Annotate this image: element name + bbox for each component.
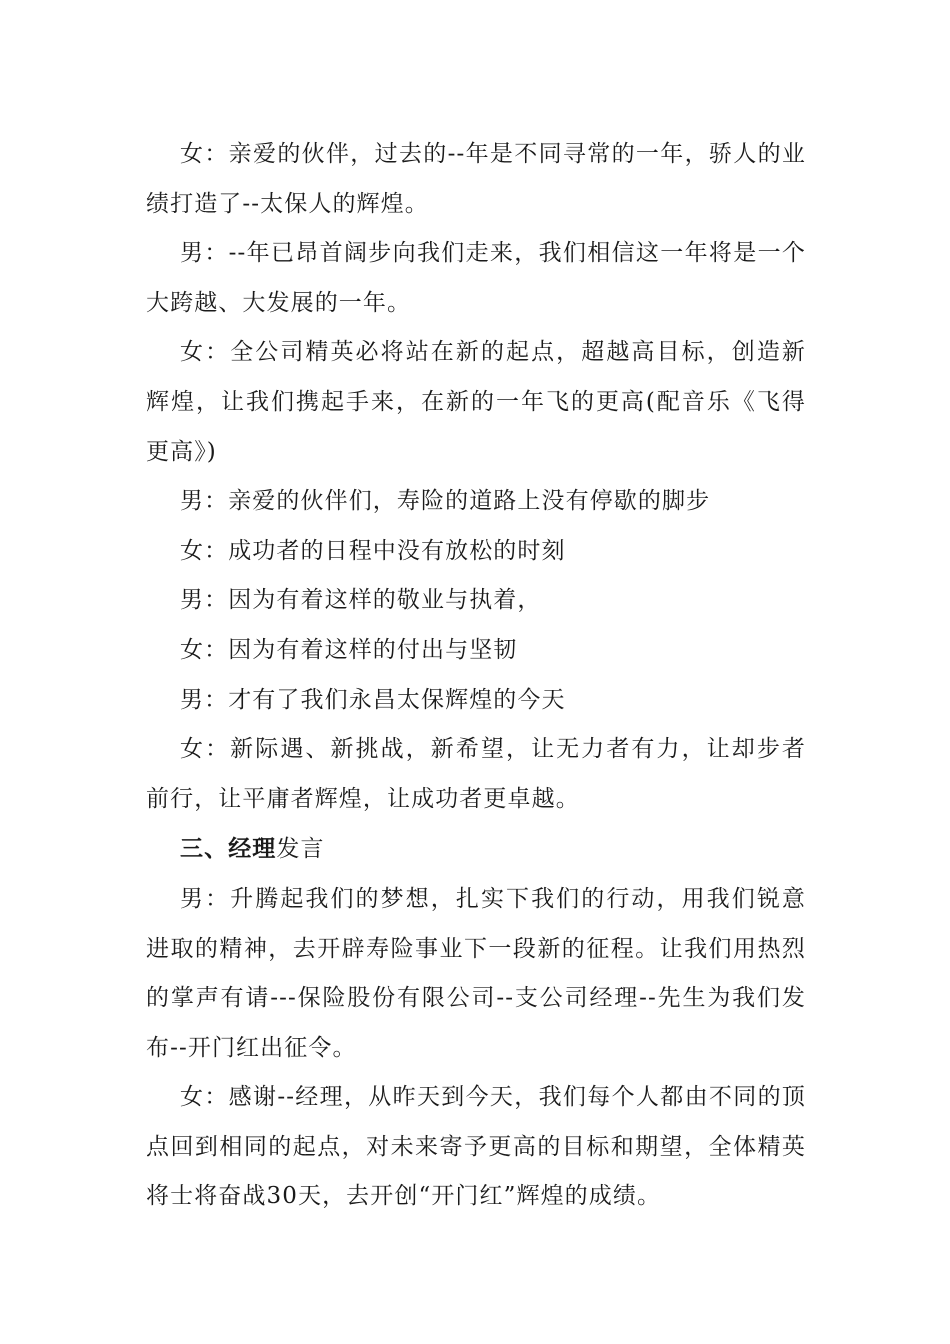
section-heading-normal: 发言 xyxy=(276,836,325,863)
dialogue-paragraph: 女：感谢--经理，从昨天到今天，我们每个人都由不同的顶点回到相同的起点，对未来寄予更高的目标和期望，全体精英将士将奋战30天，去开创“开门红”辉煌的成绩。 xyxy=(146,1084,806,1210)
section-heading xyxy=(146,824,806,875)
dialogue-paragraph: 男：升腾起我们的梦想，扎实下我们的行动，用我们锐意进取的精神，去开辟寿险事业下一段新的征程。让我们用热烈的掌声有请---保险股份有限公司--支公司经理--先生为我们发布--开门红出征令。 xyxy=(146,885,806,1061)
section-heading-bold: 三、经理 xyxy=(180,835,277,863)
dialogue-paragraph: 女：新际遇、新挑战，新希望，让无力者有力，让却步者前行，让平庸者辉煌，让成功者更卓越。 xyxy=(146,736,806,812)
dialogue-paragraph: 男：亲爱的伙伴们，寿险的道路上没有停歇的脚步 xyxy=(180,488,711,515)
dialogue-paragraph: 男：--年已昂首阔步向我们走来，我们相信这一年将是一个大跨越、大发展的一年。 xyxy=(146,240,806,316)
dialogue-paragraph: 男：因为有着这样的敬业与执着， xyxy=(180,587,542,614)
document-body xyxy=(146,130,806,1222)
dialogue-paragraph: 女：因为有着这样的付出与坚韧 xyxy=(180,636,518,663)
dialogue-paragraph: 女：成功者的日程中没有放松的时刻 xyxy=(180,537,566,564)
dialogue-paragraph: 女：全公司精英必将站在新的起点，超越高目标，创造新辉煌，让我们携起手来，在新的一年飞的更高(配音乐《飞得更高》) xyxy=(146,339,806,465)
dialogue-paragraph: 女：亲爱的伙伴，过去的--年是不同寻常的一年，骄人的业绩打造了--太保人的辉煌。 xyxy=(146,141,806,217)
dialogue-paragraph: 男：才有了我们永昌太保辉煌的今天 xyxy=(180,686,566,713)
